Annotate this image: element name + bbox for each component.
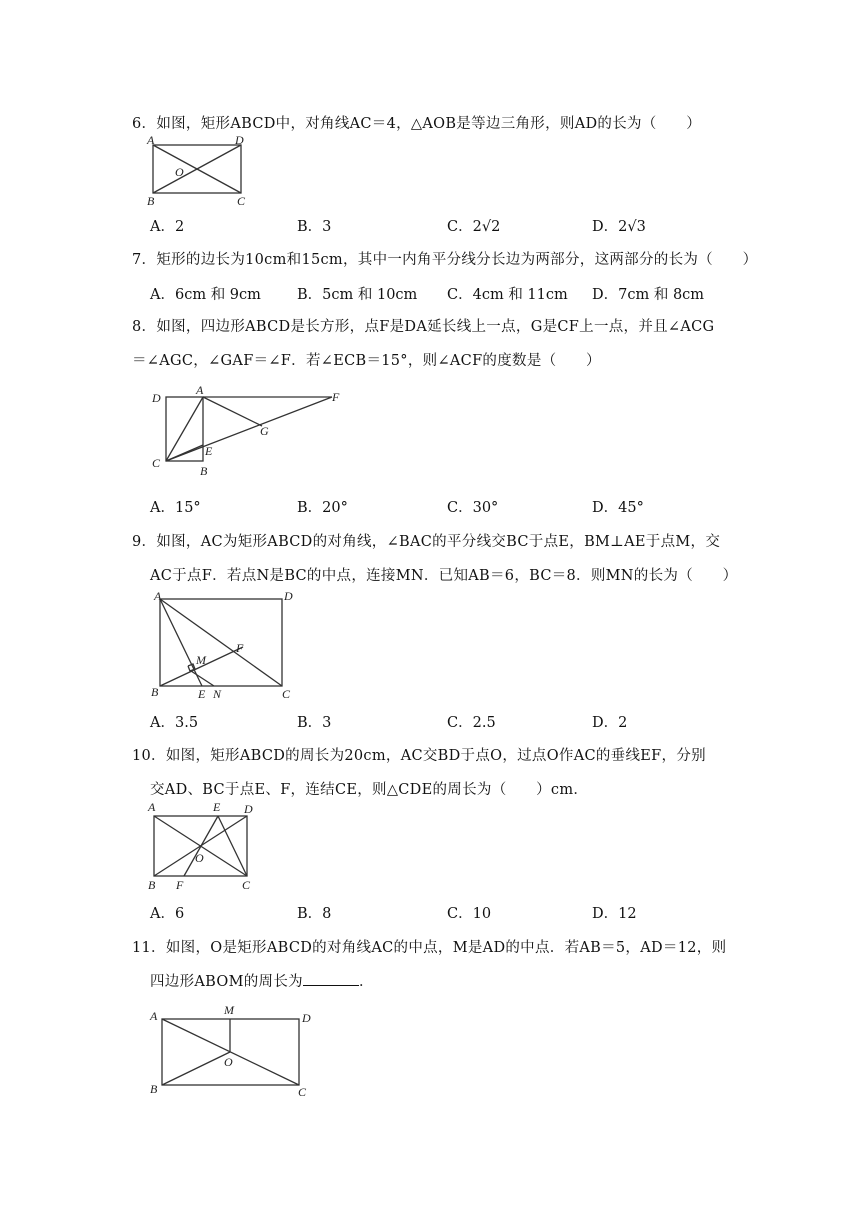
q7-stem — [132, 248, 757, 269]
q11-label-c: C — [298, 1085, 307, 1099]
q9-number: 9． — [132, 534, 157, 550]
q9-stem-line2: AC于点F．若点N是BC的中点，连接MN．已知AB＝6，BC＝8．则MN的长为（ ） — [150, 568, 738, 584]
q7-text: 矩形的边长为10cm和15cm，其中一内角平分线分长边为两部分，这两部分的长为（ ） — [156, 252, 758, 268]
q8-option-b[interactable]: B．20° — [297, 500, 348, 516]
q6-option-b[interactable]: B．3 — [297, 219, 332, 235]
q6-label-b: B — [147, 194, 155, 208]
q8-stem-line1: 8．如图，四边形ABCD是长方形，点F是DA延长线上一点，G是CF上一点，并且∠ACG — [132, 319, 715, 335]
q9-stem-line1: 9．如图，AC为矩形ABCD的对角线，∠BAC的平分线交BC于点E，BM⊥AE于点M，交 — [132, 534, 721, 550]
q6-stem — [132, 112, 701, 133]
q8-option-d[interactable]: D．45° — [592, 500, 644, 516]
q9-option-a[interactable]: A．3.5 — [150, 715, 199, 731]
q10-option-a[interactable]: A．6 — [150, 906, 185, 922]
q10-label-d: D — [244, 802, 253, 816]
q6-label-o: O — [175, 165, 184, 179]
q7-option-c[interactable]: C．4cm 和 11cm — [447, 287, 568, 303]
q10-label-f: F — [176, 878, 184, 892]
q11-stem-line1: 11．如图，O是矩形ABCD的对角线AC的中点，M是AD的中点．若AB＝5，AD＝12，则 — [132, 940, 727, 956]
q9-label-n: N — [213, 687, 222, 701]
q9-option-c[interactable]: C．2.5 — [447, 715, 496, 731]
q7-option-b[interactable]: B．5cm 和 10cm — [297, 287, 418, 303]
q8-label-e: E — [205, 444, 213, 458]
q6-label-d: D — [235, 133, 244, 147]
q11-label-b: B — [150, 1082, 158, 1096]
q9-label-e: E — [198, 687, 206, 701]
q8-label-g: G — [260, 424, 269, 438]
q6-option-d[interactable]: D．2√3 — [592, 219, 646, 235]
q10-label-e: E — [213, 800, 221, 814]
q10-label-o: O — [195, 851, 204, 865]
q8-label-d: D — [152, 391, 161, 405]
q9-option-d[interactable]: D．2 — [592, 715, 628, 731]
q9-label-d: D — [284, 589, 293, 603]
q11-answer-blank[interactable] — [303, 973, 359, 986]
q11-stem-line2: 四边形ABOM的周长为 ． — [150, 974, 374, 990]
q10-stem-line2: 交AD、BC于点E、F，连结CE，则△CDE的周长为（ ）cm． — [150, 782, 589, 798]
q6-figure — [145, 135, 255, 210]
q10-label-c: C — [242, 878, 251, 892]
q7-number: 7． — [132, 252, 157, 268]
q9-label-a: A — [154, 589, 162, 603]
q10-stem-line1: 10．如图，矩形ABCD的周长为20cm，AC交BD于点O，过点O作AC的垂线EF，分别 — [132, 748, 706, 764]
q10-option-b[interactable]: B．8 — [297, 906, 332, 922]
q10-option-c[interactable]: C．10 — [447, 906, 492, 922]
q8-stem-line2: ＝∠AGC，∠GAF＝∠F．若∠ECB＝15°，则∠ACF的度数是（ ） — [132, 353, 601, 369]
q11-label-a: A — [150, 1009, 158, 1023]
q8-option-a[interactable]: A．15° — [150, 500, 201, 516]
q7-option-d[interactable]: D．7cm 和 8cm — [592, 287, 705, 303]
q9-label-c: C — [282, 687, 291, 701]
q8-label-b: B — [200, 464, 208, 478]
q8-option-c[interactable]: C．30° — [447, 500, 499, 516]
q11-label-o: O — [224, 1055, 233, 1069]
q10-number: 10． — [132, 748, 166, 764]
q9-option-b[interactable]: B．3 — [297, 715, 332, 731]
q11-label-d: D — [302, 1011, 311, 1025]
q9-label-f: F — [236, 641, 244, 655]
q10-option-d[interactable]: D．12 — [592, 906, 637, 922]
q7-option-a[interactable]: A．6cm 和 9cm — [150, 287, 261, 303]
q6-label-c: C — [237, 194, 246, 208]
q8-label-a: A — [196, 383, 204, 397]
q10-figure — [146, 800, 261, 895]
q10-label-b: B — [148, 878, 156, 892]
q9-figure — [148, 588, 298, 700]
q6-label-a: A — [147, 133, 155, 147]
q8-label-c: C — [152, 456, 161, 470]
q6-text: 如图，矩形ABCD中，对角线AC＝4，△AOB是等边三角形，则AD的长为（ ） — [156, 116, 701, 132]
q6-option-a[interactable]: A．2 — [150, 219, 185, 235]
q8-figure — [150, 385, 350, 480]
q8-label-f: F — [332, 390, 340, 404]
q6-option-c[interactable]: C．2√2 — [447, 219, 501, 235]
q11-figure — [146, 1000, 326, 1100]
q6-number: 6． — [132, 116, 157, 132]
q11-number: 11． — [132, 940, 166, 956]
q11-label-m: M — [224, 1003, 234, 1017]
q9-label-b: B — [151, 685, 159, 699]
q8-number: 8． — [132, 319, 157, 335]
q9-label-m: M — [196, 653, 206, 667]
q10-label-a: A — [148, 800, 156, 814]
